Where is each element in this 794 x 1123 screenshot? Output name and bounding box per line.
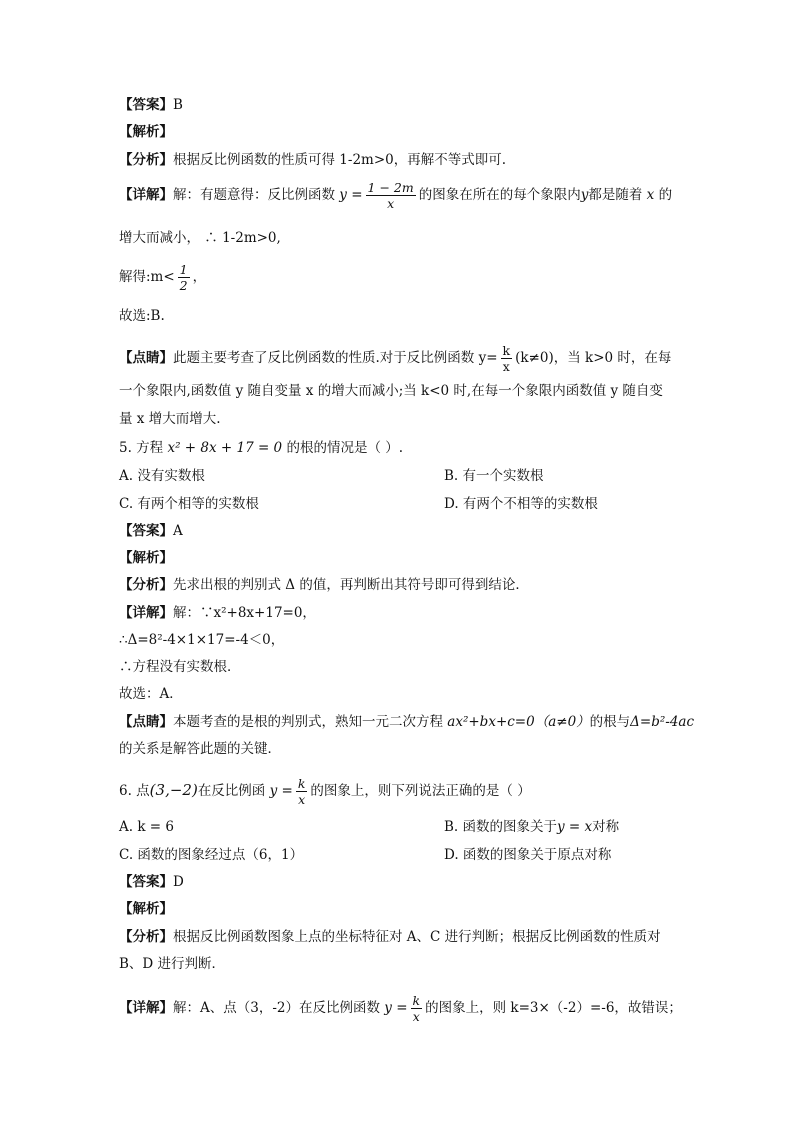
q5-fenxi-line: 【分析】先求出根的判别式 Δ 的值，再判断出其符号即可得到结论． [119,577,529,593]
q5-xiangjie-line: 【详解】解：∵x²+8x+17=0， [119,605,316,621]
q4-answer-line [119,96,183,114]
fraction: $\frac{1}{2}$ [179,262,188,293]
q6-xiangjie-line: 【详解】解：A、点（3，-2）在反比例函数 y = $\frac{k}{x}$ 的图象上，则 k=3×（-2）=-6，故错误； [119,993,682,1024]
q4-dianjing-line2: 一个象限内,函数值 y 随自变量 x 的增大而减小;当 k<0 时,在每一个象限内函数值 y 随自变 [119,383,663,399]
q6-analysis-tag: 【解析】 [119,901,173,917]
fraction: $\frac{k}{x}$ [297,776,306,807]
q5-option-a: A. 没有实数根 [119,468,205,484]
q6-option-b: B. 函数的图象关于y = x对称 [444,819,620,835]
q5-line4: 故选：A． [119,686,183,702]
q4-dianjing-line: 【点睛】此题主要考查了反比例函数的性质.对于反比例函数 y= $\frac{k}{x}$ (k≠0)，当 k>0 时，在每 [119,343,672,374]
q6-fenxi-line2: B、D 进行判断． [119,956,226,972]
q5-answer-line: 【答案】A [119,523,183,539]
q5-stem: 5. 方程 x² + 8x + 17 = 0 的根的情况是（ ）. [119,440,404,456]
q6-option-a: A. k = 6 [119,819,174,835]
q6-option-c: C. 函数的图象经过点（6，1） [119,847,304,863]
q4-dianjing-line3: 量 x 增大而增大. [119,411,221,427]
q5-dianjing-line2: 的关系是解答此题的关键． [119,741,281,757]
q4-line3: 解得:m< $\frac{1}{2}$ ， [119,262,207,293]
q5-analysis-tag: 【解析】 [119,550,173,566]
q5-option-c: C. 有两个相等的实数根 [119,496,259,512]
q4-line2: 增大而减小， ∴ 1-2m>0, [119,230,281,246]
q6-stem: 6. 点(3,−2)在反比例函 y = $\frac{k}{x}$ 的图象上，则下列说法正确的是（ ） [119,776,531,807]
q5-line2: ∴Δ=8²-4×1×17=-4＜0， [119,632,285,648]
q6-answer-line: 【答案】D [119,874,184,890]
q5-line3: ∴方程没有实数根． [119,659,241,675]
answer-tag: 【答案】 [119,97,173,113]
fraction: $\frac{k}{x}$ [502,343,511,374]
q4-fenxi-line: 【分析】根据反比例函数的性质可得 1-2m>0，再解不等式即可. [119,152,507,168]
fraction: $\frac{k}{x}$ [412,993,421,1024]
q5-dianjing-line: 【点睛】本题考查的是根的判别式，熟知一元二次方程 ax²+bx+c=0（a≠0）的根与Δ=b²-4ac [119,714,695,730]
answer-value: B [173,97,183,113]
q4-line4: 故选:B. [119,308,165,324]
q5-option-d: D. 有两个不相等的实数根 [444,496,598,512]
q6-fenxi-line: 【分析】根据反比例函数图象上点的坐标特征对 A、C 进行判断；根据反比例函数的性质对 [119,929,661,945]
q6-option-d: D. 函数的图象关于原点对称 [444,847,612,863]
q5-option-b: B. 有一个实数根 [444,468,544,484]
fraction: $\frac{1 - 2m}{x}$ [367,180,414,211]
q4-xiangjie-line: 【详解】解：有题意得：反比例函数 y = $\frac{1 - 2m}{x}$ 的图象在所在的每个象限内y都是随着 x 的 [119,180,673,211]
q4-analysis-tag: 【解析】 [119,124,173,140]
